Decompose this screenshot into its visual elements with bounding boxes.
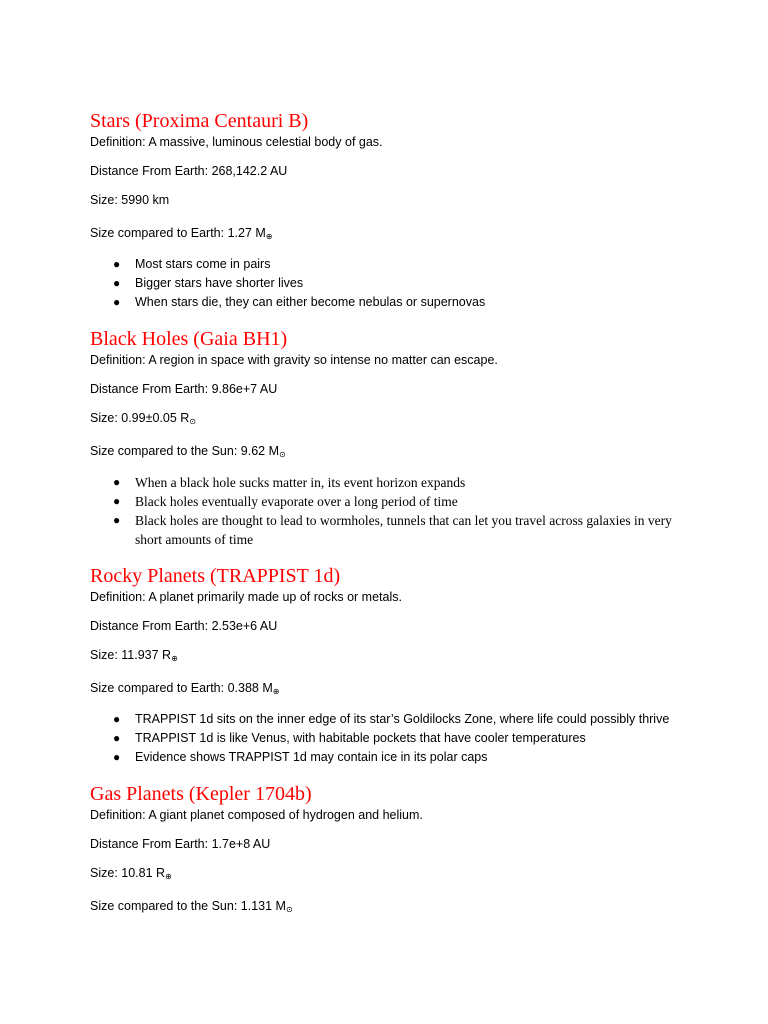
compare-text: Size compared to the Sun: 9.62 $M_⊙$ — [90, 444, 286, 459]
list-item: ● Evidence shows TRAPPIST 1d may contain ice in its polar caps — [90, 748, 690, 767]
distance-text: Distance From Earth: 2.53e+6 AU — [90, 619, 278, 633]
section-heading: Stars (Proxima Centauri B) — [90, 110, 309, 132]
size-text: Size: 5990 km — [90, 193, 170, 207]
compare-text: Size compared to the Sun: 1.131 $M_⊙$ — [90, 899, 293, 914]
distance-text: Distance From Earth: 1.7e+8 AU — [90, 837, 271, 851]
fact-list — [90, 255, 690, 312]
fact-list — [90, 473, 690, 549]
compare-text: Size compared to Earth: 1.27 $M_\oplus$ — [90, 226, 273, 241]
definition-text: Definition: A planet primarily made up of rocks or metals. — [90, 590, 402, 604]
document-page — [90, 108, 690, 918]
section-heading: Rocky Planets (TRAPPIST 1d) — [90, 565, 341, 587]
bullet-icon: ● — [113, 295, 121, 309]
section-rocky-planets — [90, 563, 690, 767]
size-text: Size: 10.81 $R_\oplus$ — [90, 866, 172, 881]
section-heading: Gas Planets (Kepler 1704b) — [90, 783, 312, 805]
list-item: ● Most stars come in pairs — [90, 255, 690, 274]
distance-text: Distance From Earth: 268,142.2 AU — [90, 164, 288, 178]
list-item: ● When a black hole sucks matter in, its event horizon expands — [113, 475, 466, 490]
list-item: ● TRAPPIST 1d sits on the inner edge of its star’s Goldilocks Zone, where life could possibly thrive — [90, 710, 690, 729]
list-item: ● Black holes are thought to lead to wormholes, tunnels that can let you travel across galaxies in very short amounts of time — [113, 513, 672, 547]
definition-text: Definition: A region in space with gravity so intense no matter can escape. — [90, 353, 498, 367]
bullet-icon: ● — [113, 513, 121, 527]
section-gas-planets — [90, 781, 690, 918]
section-heading: Black Holes (Gaia BH1) — [90, 328, 288, 350]
size-text: Size: 0.99±0.05 $R_⊙$ — [90, 411, 196, 426]
bullet-icon: ● — [113, 712, 121, 726]
list-item: ● Bigger stars have shorter lives — [90, 274, 690, 293]
bullet-icon: ● — [113, 276, 121, 290]
compare-text: Size compared to Earth: 0.388 $M_\oplus$ — [90, 681, 280, 696]
distance-text: Distance From Earth: 9.86e+7 AU — [90, 382, 278, 396]
bullet-icon: ● — [113, 257, 121, 271]
bullet-icon: ● — [113, 475, 121, 489]
bullet-icon: ● — [113, 750, 121, 764]
list-item: ● TRAPPIST 1d is like Venus, with habitable pockets that have cooler temperatures — [90, 729, 690, 748]
section-stars — [90, 108, 690, 312]
bullet-icon: ● — [113, 731, 121, 745]
definition-text: Definition: A giant planet composed of hydrogen and helium. — [90, 808, 423, 822]
size-text: Size: 11.937 $R_\oplus$ — [90, 648, 178, 663]
bullet-icon: ● — [113, 494, 121, 508]
list-item: ● When stars die, they can either become nebulas or supernovas — [90, 293, 690, 312]
fact-list — [90, 710, 690, 767]
section-black-holes — [90, 326, 690, 549]
list-item: ● Black holes eventually evaporate over a long period of time — [113, 494, 458, 509]
definition-text: Definition: A massive, luminous celestial body of gas. — [90, 135, 383, 149]
